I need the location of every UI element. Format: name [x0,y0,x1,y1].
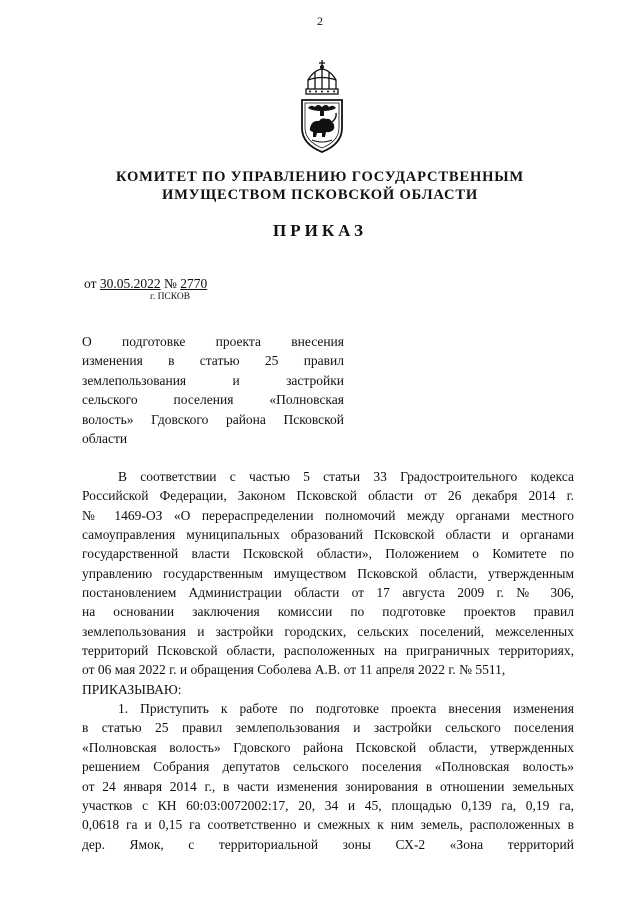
body-line: в статью 25 правил землепользования и застройки сельского поселения [82,720,574,736]
body-line: № 1469-ОЗ «О перераспределении полномочий между органами местного [82,507,574,523]
body-line: территорий Псковской области, расположенных на приграничных территориях, [82,643,574,659]
order-date: 30.05.2022 [99,276,161,291]
page-number: 2 [317,14,323,28]
body-line: участков с КН 60:03:0072002:17, 20, 34 и 45, площадью 0,139 га, 0,19 га, [82,797,574,813]
body-line: решением Собрания депутатов сельского поселения «Полновская волость» [82,759,574,775]
order-number: 2770 [180,276,208,291]
organization-name-line-1: КОМИТЕТ ПО УПРАВЛЕНИЮ ГОСУДАРСТВЕННЫМ [116,169,524,185]
body-line: государственной власти Псковской области», Положением о Комитете по [82,546,574,562]
organization-name [0,168,640,204]
body-line: Российской Федерации, Законом Псковской области от 26 декабря 2014 г. [82,488,574,504]
order-subject [82,332,344,448]
body-line: 1. Приступить к работе по подготовке проекта внесения изменения [118,701,574,717]
body-line: от 24 января 2014 г., в части изменения зонирования в отношении земельных [82,778,574,794]
body-line: управлению государственным имуществом Псковской области, утвержденным [82,565,574,581]
subject-line: волость» Гдовского района Псковской [82,411,344,427]
subject-line: сельского поселения «Полновская [82,392,344,408]
body-line: В соответствии с частью 5 статьи 33 Градостроительного кодекса [118,469,574,484]
number-sign: № [160,276,181,291]
order-date-number [84,276,207,292]
document-type-title: ПРИКАЗ [273,221,367,240]
subject-line: области [82,430,128,446]
body-line: «Полновская волость» Гдовского района Псковской области, утвержденных [82,739,574,755]
body-line: самоуправления муниципальных образований Псковской области и органами [82,527,574,543]
body-line: на основании заключения комиссии по подготовке проектов правил [82,604,574,620]
body-line: дер. Ямок, с территориальной зоны СХ-2 «Зона территорий [82,836,574,852]
subject-line: землепользования и застройки [82,372,344,388]
order-command: ПРИКАЗЫВАЮ: [82,681,182,697]
order-body [82,467,574,854]
subject-line: О подготовке проекта внесения [82,334,344,349]
body-line: от 06 мая 2022 г. и обращения Соболева А.В. от 11 апреля 2022 г. № 5511, [82,662,506,678]
city-label: г. ПСКОВ [150,292,191,302]
body-line: землепользования и застройки городских, сельских поселений, межселенных [82,623,574,639]
organization-name-line-2: ИМУЩЕСТВОМ ПСКОВСКОЙ ОБЛАСТИ [161,187,479,203]
coat-of-arms-emblem [296,56,348,156]
subject-line: изменения в статью 25 правил [82,353,344,369]
date-prefix: от [84,276,100,291]
body-line: постановлением Администрации области от 17 августа 2009 г. № 306, [82,585,574,601]
body-line: 0,0618 га и 0,15 га соответственно и смежных к ним земель, расположенных в [82,817,574,833]
